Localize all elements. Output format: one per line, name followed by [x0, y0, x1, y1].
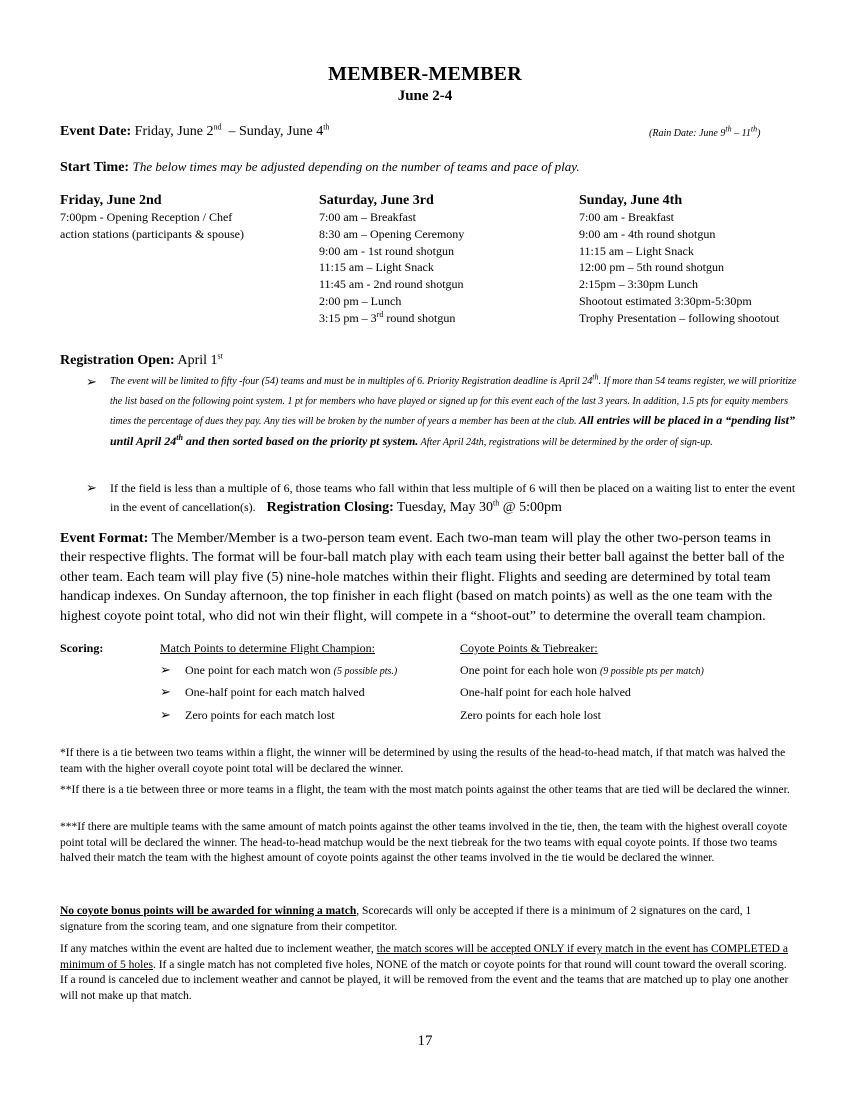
match-points-heading: Match Points to determine Flight Champion: [160, 641, 375, 655]
registration-closing-label: Registration Closing: [266, 500, 394, 515]
registration-bullet-1 [110, 372, 800, 452]
coyote-point-won [460, 663, 704, 678]
saturday-last-post: round shotgun [383, 310, 456, 325]
rain-date [649, 124, 761, 139]
coyote-point-halved: One-half point for each hole halved [460, 685, 631, 699]
event-date-mid: – Sunday, June 4 [221, 124, 324, 139]
weather-rule-a: If any matches within the event are halted due to inclement weather, [60, 943, 377, 955]
bonus-points-rule-rest: , Scorecards will only be accepted if there is a minimum of 2 signatures on the card, 1 signature from the scoring team, and one signature from their competitor. [60, 905, 752, 933]
rain-date-sup2: th [750, 124, 758, 134]
reg-b1-bold-c: priority pt system. [330, 433, 419, 448]
weather-rule [60, 942, 795, 1004]
schedule-saturday [319, 193, 569, 327]
saturday-line: 2:00 pm – Lunch [319, 293, 402, 308]
tiebreak-note-1: *If there is a tie between two teams within a flight, the winner will be determined by using the results of the head-to-head match, if that match was halved the team with the higher overall coyote point total will be declared the winner. [60, 747, 786, 775]
weather-rule-b: . If a single match has not completed five holes, NONE of the match or coyote points for that round will count toward the overall scoring. If a round is canceled due to inclement weather and cannot be played, it will be removed from the event and the teams that are matched up to play one another will not make up that match. [60, 958, 789, 1002]
registration-closing-value [397, 500, 562, 515]
arrow-bullet-icon: ➢ [160, 707, 171, 722]
event-date-end-sup: th [323, 122, 330, 132]
event-format [60, 529, 795, 626]
arrow-bullet-icon: ➢ [160, 684, 171, 699]
reg-b2-text: If the field is less than a multiple of 6, those teams who fall within that less multiple of 6 will then be placed on a waiting list to enter the event in the event of cancellation(s). [110, 481, 796, 514]
event-date-start: Friday, June 2 [134, 124, 214, 139]
weather-rule-underlined: the match scores will be accepted ONLY if every match in the event has COMPLETED a minimum of 5 holes [60, 943, 788, 971]
schedule-friday [60, 193, 310, 243]
arrow-bullet-icon: ➢ [86, 374, 97, 389]
saturday-line: 8:30 am – Opening Ceremony [319, 226, 465, 241]
saturday-line: 11:45 am - 2nd round shotgun [319, 277, 464, 292]
event-date-line [60, 124, 329, 140]
reg-b1-sup: th [592, 372, 599, 382]
reg-closing-sup: th [492, 498, 500, 508]
sunday-heading: Sunday, June 4th [579, 193, 683, 208]
reg-b1-bold-sup: th [176, 432, 183, 442]
saturday-line: 9:00 am - 1st round shotgun [319, 243, 454, 258]
saturday-line: 11:15 am – Light Snack [319, 260, 434, 275]
sunday-line: 7:00 am - Breakfast [579, 210, 674, 224]
registration-open-sup: st [217, 351, 223, 361]
saturday-line: 7:00 am – Breakfast [319, 210, 416, 224]
sunday-line: 2:15pm – 3:30pm Lunch [579, 277, 698, 292]
match-point-won-text: One point for each match won [185, 663, 331, 677]
sunday-line: 11:15 am – Light Snack [579, 243, 694, 258]
schedule-sunday [579, 193, 839, 327]
tiebreak-note-3: ***If there are multiple teams with the same amount of match points against the other teams involved in the tie, then, the team with the highest overall coyote point total will be declared the winner. The head-to-head matchup would be the next tiebreak for the two teams with equal coyote points. If those two teams halved their match the team with the highest amount of coyote points against the other teams involved in the tie would be declared the winner. [60, 821, 788, 864]
reg-b1-a: The event will be limited to fifty -four (54) teams and must be in multiples of 6. Priority Registration deadline is April 24 [110, 376, 593, 387]
coyote-point-lost: Zero points for each hole lost [460, 708, 601, 722]
reg-b1-bold-b: and then sorted based on the [182, 433, 331, 448]
saturday-last-pre: 3:15 pm – 3 [319, 310, 377, 325]
registration-open-date: April 1 [177, 353, 218, 368]
scoring-label: Scoring: [60, 641, 104, 655]
page-title: MEMBER-MEMBER [328, 63, 522, 85]
friday-heading: Friday, June 2nd [60, 193, 162, 208]
reg-closing-date: Tuesday, May 30 [396, 500, 493, 515]
registration-open-label: Registration Open: [60, 353, 175, 368]
event-format-text: The Member/Member is a two-person team event. Each two-man team will play the other two-person teams in their respective flights. The format will be four-ball match play with each team using their better ball against the better ball of the other team. Each team will play five (5) nine-hole matches within their flight. Flights and seeding are determined by total team handicap indexes. On Sunday afternoon, the top finisher in each flight (based on match points) as well as the one team with the highest coyote point total, who did not win their flight, will compete in a “shoot-out” to determine the overall team champion. [60, 531, 785, 624]
rain-date-prefix: (Rain Date: June 9 [649, 128, 726, 139]
arrow-bullet-icon: ➢ [86, 480, 97, 495]
event-dates: June 2-4 [397, 88, 453, 104]
event-date-label: Event Date: [60, 124, 132, 139]
sunday-line: Shootout estimated 3:30pm-5:30pm [579, 293, 752, 308]
coyote-point-won-text: One point for each hole won [460, 663, 597, 677]
reg-b1-c: After April 24th, registrations will be determined by the order of sign-up. [418, 436, 713, 448]
friday-line: action stations (participants & spouse) [60, 226, 244, 241]
reg-b1-b: . If more than 54 teams register, we will prioritize the list based on the following point system. 1 pt for members who have played or signed up for this event each of the last 3 years. In addition, 1.5 pts for equity members times the percentage of dues they pay. Any ties will be broken by the number of years a member has been at the club. [110, 376, 797, 427]
match-point-won [185, 663, 397, 678]
friday-line: 7:00pm - Opening Reception / Chef [60, 210, 233, 224]
bonus-points-rule [60, 904, 795, 935]
reg-closing-suffix: @ 5:00pm [499, 500, 562, 515]
saturday-last-sup: rd [376, 309, 384, 319]
coyote-points-heading: Coyote Points & Tiebreaker: [460, 641, 598, 655]
bonus-points-rule-bold: No coyote bonus points will be awarded for winning a match [60, 905, 357, 917]
sunday-line: Trophy Presentation – following shootout [579, 310, 780, 325]
tiebreak-note-2: **If there is a tie between three or more teams in a flight, the team with the most match points against the other teams that are tied will be declared the winner. [60, 784, 790, 796]
rain-date-sup1: th [725, 124, 732, 134]
registration-bullet-2 [110, 479, 800, 517]
saturday-heading: Saturday, June 3rd [319, 193, 434, 208]
match-point-halved: One-half point for each match halved [185, 685, 365, 699]
sunday-line: 12:00 pm – 5th round shotgun [579, 260, 725, 275]
rain-date-mid: – 11 [731, 128, 751, 139]
rain-date-suffix: ) [757, 128, 761, 139]
start-time-label: Start Time: [60, 160, 130, 175]
page-number: 17 [417, 1033, 433, 1049]
event-date-start-sup: nd [213, 122, 222, 132]
reg-b1-bold-a: All entries will be placed in a “pending list” until April 24 [110, 413, 795, 448]
event-format-label: Event Format: [60, 531, 149, 546]
sunday-line: 9:00 am - 4th round shotgun [579, 226, 716, 241]
saturday-line-last [319, 310, 569, 327]
match-point-lost: Zero points for each match lost [185, 708, 335, 722]
arrow-bullet-icon: ➢ [160, 662, 171, 677]
registration-open-line [60, 353, 223, 369]
match-point-won-note: (5 possible pts.) [333, 666, 398, 677]
start-time-text: The below times may be adjusted depending on the number of teams and pace of play. [132, 159, 580, 174]
coyote-point-won-note: (9 possible pts per match) [599, 666, 704, 677]
start-time-line [60, 159, 580, 176]
